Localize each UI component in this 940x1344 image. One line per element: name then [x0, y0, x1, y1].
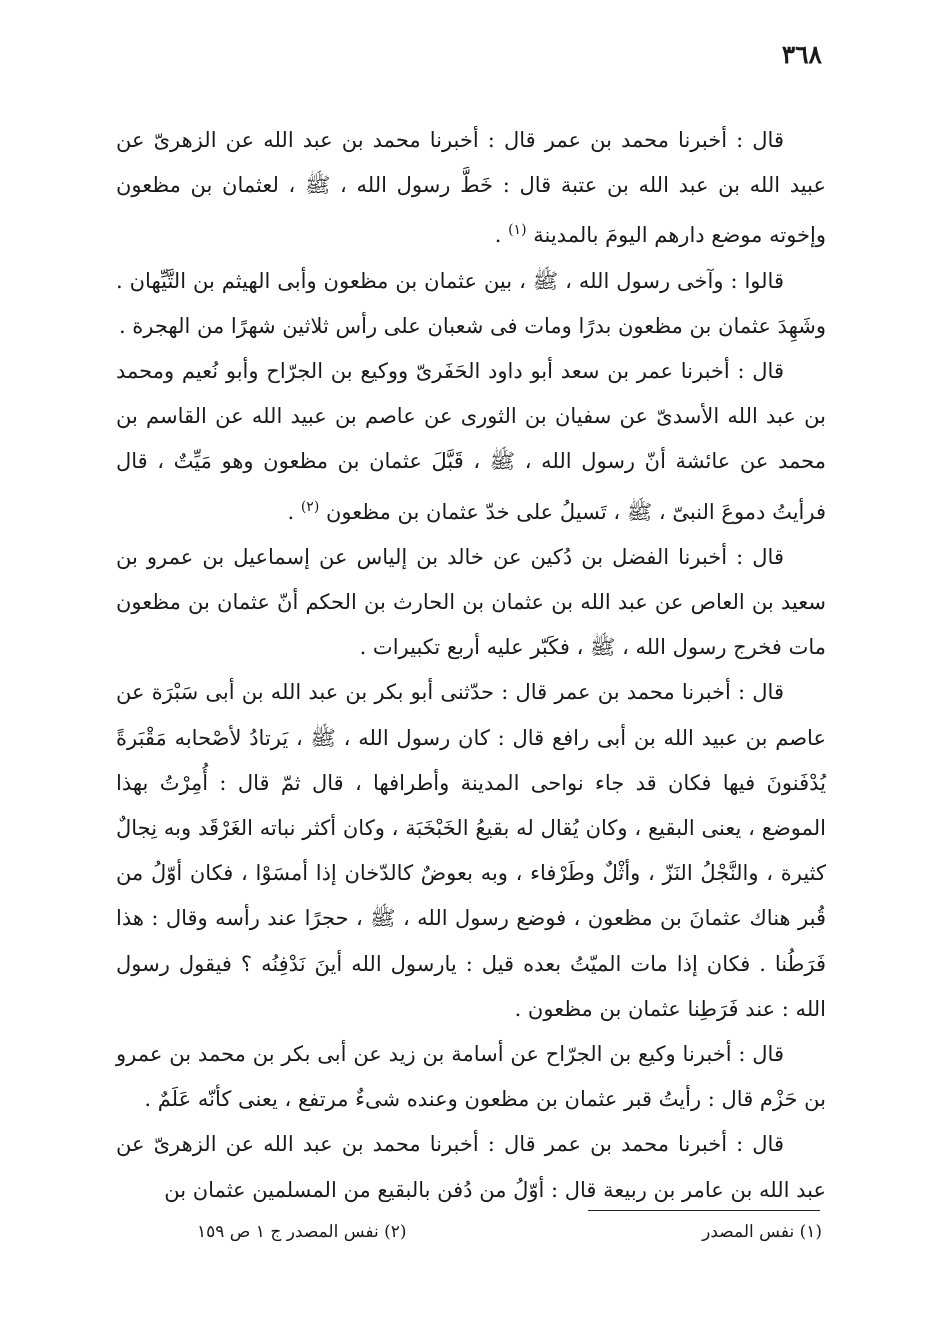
paragraph: قال : أخبرنا محمد بن عمر قال : أخبرنا محمد بن عبد الله عن الزهرىّ عن عبد الله بن عامر بن ربيعة قال : أوّلُ من دُفن بالبقيع من المسلمين عثمان بن: [116, 1132, 826, 1202]
footnote-1: (١) نفس المصدر: [702, 1222, 822, 1242]
footnotes: [197, 1222, 822, 1242]
paragraph: قال : أخبرنا محمد بن عمر قال : حدّثنى أبو بكر بن عبد الله بن أبى سَبْرَة عن عاصم بن عبيد الله بن أبى رافع قال : كان رسول الله ، ﷺ ، يَرتادُ لأصْحابه مَقْبَرةً يُدْفَنونَ فيها فكان قد جاء نواحى المدينة وأطرافها ، قال ثمّ قال : أُمِرْتُ بهذا الموضع ، يعنى البقيع ، وكان يُقال له بقيعُ الخَبْخَبَة ، وكان أكثر نباته الغَرْقَد وبه نِجالٌ كثيرة ، والنَّجْلُ النَزّ ، وأثْلٌ وطَرْفاء ، وبه بعوضٌ كالدّخان إذا أمسَوْا ، فكان أوّلُ من قُبر هناك عثمانَ بن مظعون ، فوضع رسول الله ، ﷺ ، حجرًا عند رأسه وقال : هذا فَرَطُنا . فكان إذا مات الميّتُ بعده قيل : يارسول الله أينَ نَدْفِنُه ؟ فيقول رسول الله : عند فَرَطِنا عثمان بن مظعون .: [116, 680, 826, 1021]
footnote-divider: [588, 1210, 820, 1211]
paragraph: قال : أخبرنا وكيع بن الجرّاح عن أسامة بن زيد عن أبى بكر بن محمد بن عمرو بن حَزْم قال : رأيتُ قبر عثمان بن مظعون وعنده شىءٌ مرتفع ، يعنى كأنّه عَلَمٌ .: [116, 1042, 826, 1112]
paragraph: قال : أخبرنا محمد بن عمر قال : أخبرنا محمد بن عبد الله عن الزهرىّ عن عبيد الله بن عبد الله بن عتبة قال : خَطَّ رسول الله ، ﷺ ، لعثمان بن مظعون وإخوته موضع دارهم اليومَ بالمدينة $^{(١)}$ .: [116, 128, 826, 248]
footnote-ref[interactable]: (١): [508, 222, 527, 239]
footnote-ref[interactable]: (٢): [300, 498, 320, 515]
paragraph: قال : أخبرنا الفضل بن دُكين عن خالد بن إلياس عن إسماعيل بن عمرو بن سعيد بن العاص عن عبد الله بن عثمان بن الحارث بن الحكم أنّ عثمان بن مظعون مات فخرج رسول الله ، ﷺ ، فكَبّر عليه أربع تكبيرات .: [116, 544, 826, 660]
paragraph: قال : أخبرنا عمر بن سعد أبو داود الحَفَرىّ ووكيع بن الجرّاح وأبو نُعيم ومحمد بن عبد الله الأسدىّ عن سفيان بن الثورى عن عاصم بن عبيد الله عن القاسم بن محمد عن عائشة أنّ رسول الله ، ﷺ ، قَبَّلَ عثمان بن مظعون وهو مَيِّتٌ ، قال فرأيتُ دموعَ النبىّ ، ﷺ ، تَسيلُ على خدّ عثمان بن مظعون $^{(٢)}$ .: [116, 359, 826, 524]
page-number: ٣٦٨: [781, 40, 822, 69]
paragraph: قالوا : وآخى رسول الله ، ﷺ ، بين عثمان بن مظعون وأبى الهيثم بن التَّيِّهان . وشَهِدَ عثمان بن مظعون بدرًا ومات فى شعبان على رأس ثلاثين شهرًا من الهجرة .: [116, 268, 826, 338]
body-text: [116, 118, 826, 1213]
footnote-2: (٢) نفس المصدر ج ١ ص ١٥٩: [197, 1222, 407, 1242]
